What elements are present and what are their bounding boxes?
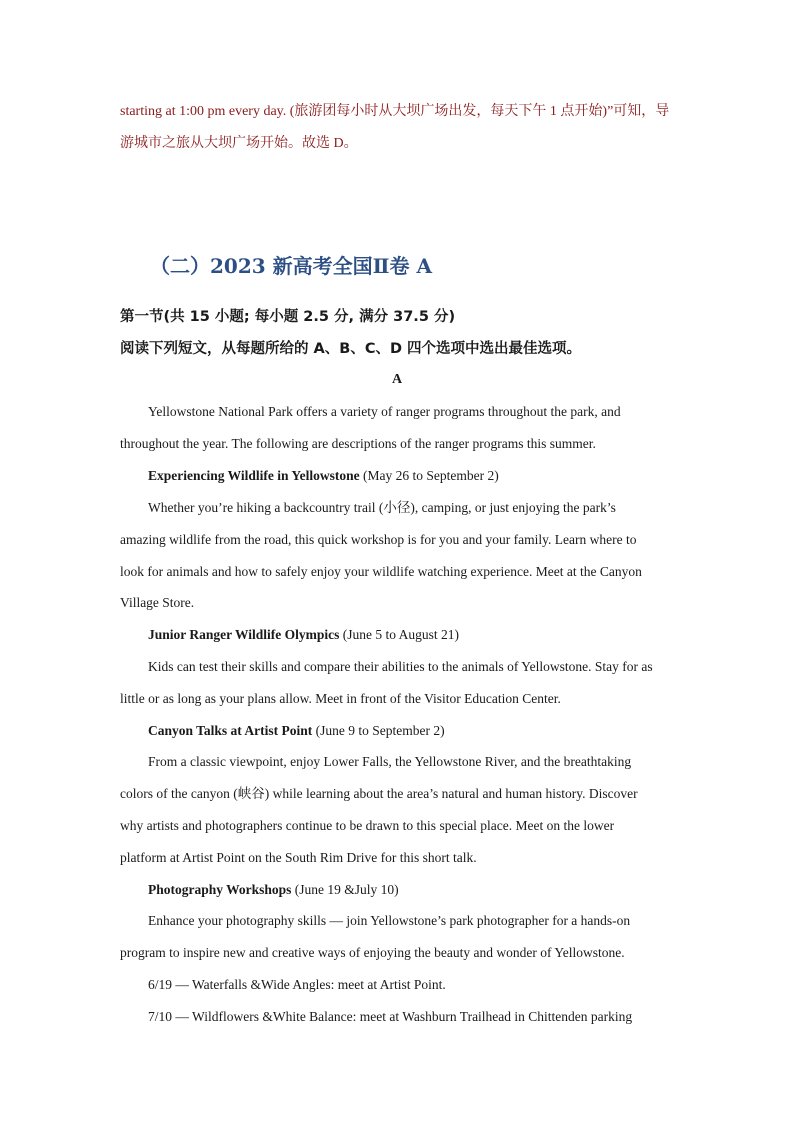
program-4-line-3: 6/19 — Waterfalls &Wide Angles: meet at Artist Point.	[148, 977, 446, 992]
program-3-line-4: platform at Artist Point on the South Rim Drive for this short talk.	[120, 850, 477, 865]
program-3-line-1: From a classic viewpoint, enjoy Lower Falls, the Yellowstone River, and the breathtaking	[148, 754, 632, 769]
program-1-dates: (May 26 to September 2)	[359, 468, 499, 483]
program-1-line-4: Village Store.	[120, 595, 195, 610]
program-1-line-2: amazing wildlife from the road, this quick workshop is for you and your family. Learn where to	[120, 532, 637, 547]
instruction: 阅读下列短文，从每题所给的 A、B、C、D 四个选项中选出最佳选项。	[120, 341, 582, 357]
program-1-title: Experiencing Wildlife in Yellowstone	[148, 468, 360, 483]
program-4-dates: (June 19 &July 10)	[291, 882, 399, 897]
program-4-line-2: program to inspire new and creative ways of enjoying the beauty and wonder of Yellowstone.	[120, 945, 625, 960]
program-2-dates: (June 5 to August 21)	[339, 627, 460, 642]
answer-explanation-line-1: starting at 1:00 pm every day. (旅游团每小时从大坝广场出发，每天下午 1 点开始)”可知，导	[120, 104, 670, 119]
program-4-line-4: 7/10 — Wildflowers &White Balance: meet at Washburn Trailhead in Chittenden parking	[148, 1009, 633, 1024]
program-4-title: Photography Workshops	[148, 882, 292, 897]
program-2-title: Junior Ranger Wildlife Olympics	[148, 627, 340, 642]
program-3-line-2: colors of the canyon (峡谷) while learning about the area’s natural and human history. Discover	[120, 786, 638, 801]
program-4-line-1: Enhance your photography skills — join Yellowstone’s park photographer for a hands-on	[148, 913, 631, 928]
passage-letter: A	[391, 372, 403, 387]
program-1-line-3: look for animals and how to safely enjoy your wildlife watching experience. Meet at the Canyon	[120, 564, 642, 579]
program-2-line-2: little or as long as your plans allow. Meet in front of the Visitor Education Center.	[120, 691, 561, 706]
section-title: （二）2023 新高考全国Ⅱ卷 A	[150, 254, 432, 278]
intro-line-1: Yellowstone National Park offers a variety of ranger programs throughout the park, and	[148, 404, 621, 419]
program-1-heading	[148, 467, 499, 485]
program-1-line-1: Whether you’re hiking a backcountry trail (小径), camping, or just enjoying the park’s	[148, 500, 616, 515]
intro-line-2: throughout the year. The following are descriptions of the ranger programs this summer.	[120, 436, 596, 451]
part-label: 第一节(共 15 小题; 每小题 2.5 分, 满分 37.5 分)	[120, 309, 456, 325]
program-3-line-3: why artists and photographers continue to be drawn to this special place. Meet on the lower	[120, 818, 615, 833]
program-3-title: Canyon Talks at Artist Point	[148, 723, 313, 738]
program-4-heading	[148, 881, 399, 899]
answer-explanation-line-2: 游城市之旅从大坝广场开始。故选 D。	[120, 136, 358, 151]
program-3-heading	[148, 722, 445, 740]
program-2-heading	[148, 626, 459, 644]
program-2-line-1: Kids can test their skills and compare their abilities to the animals of Yellowstone. Stay for as	[148, 659, 653, 674]
program-3-dates: (June 9 to September 2)	[312, 723, 445, 738]
